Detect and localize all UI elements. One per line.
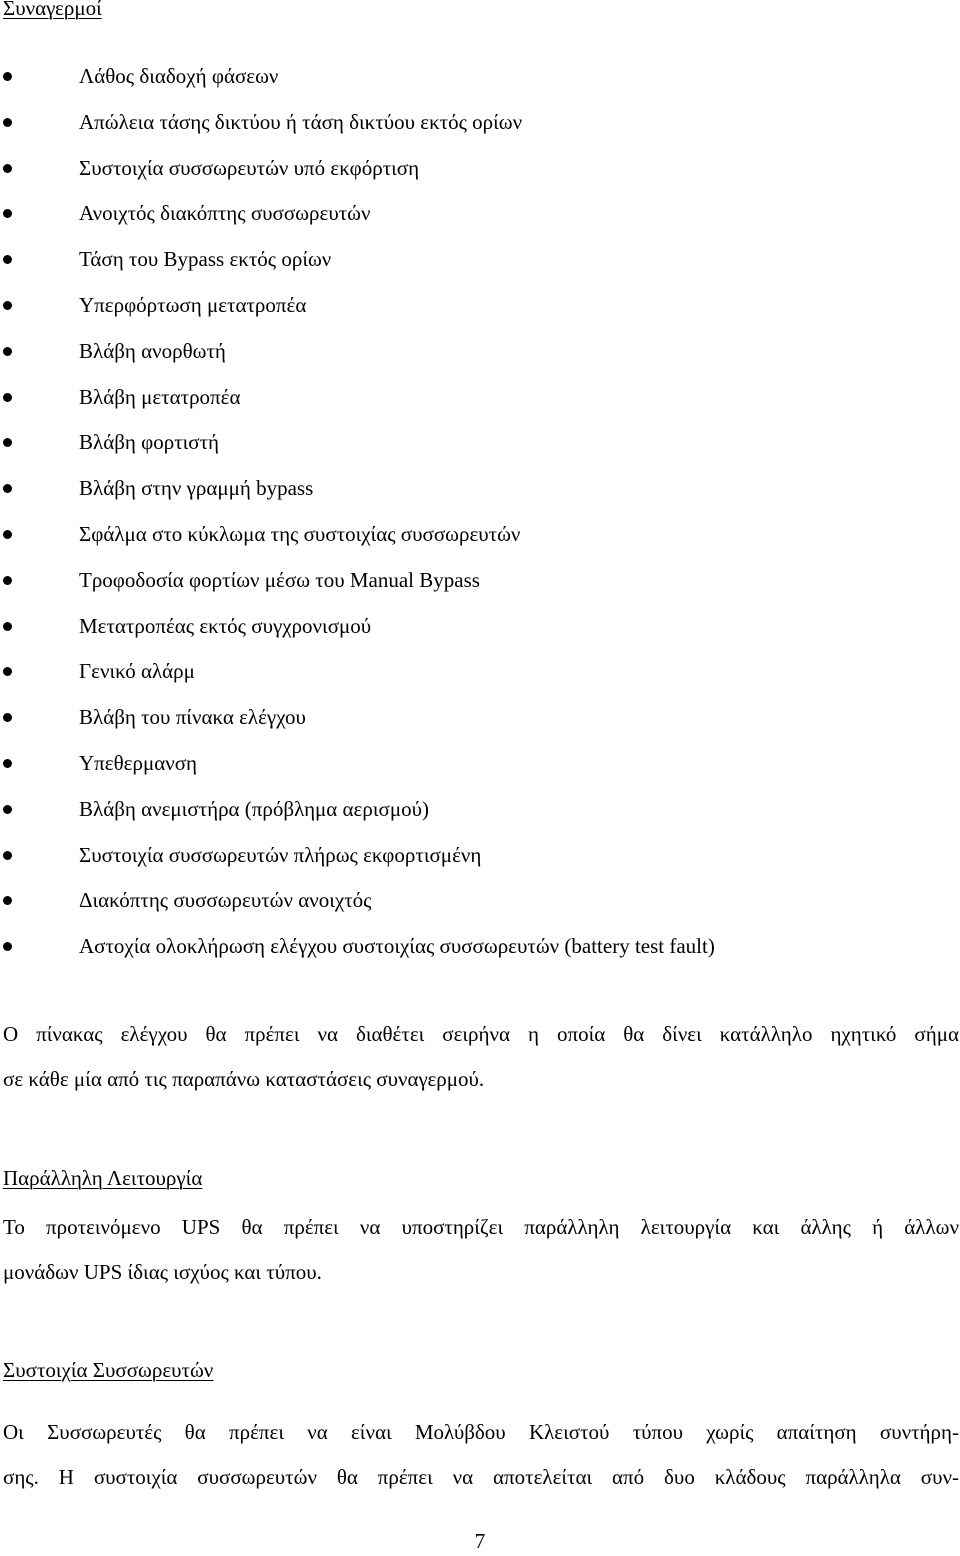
list-item-label: Μετατροπέας εκτός συγχρονισμού bbox=[79, 613, 372, 638]
list-item-label: Απώλεια τάσης δικτύου ή τάση δικτύου εκτός ορίων bbox=[79, 109, 523, 134]
list-item-label: Βλάβη μετατροπέα bbox=[79, 384, 241, 409]
parallel-heading: Παράλληλη Λειτουργία bbox=[3, 1166, 203, 1190]
bullet-icon bbox=[3, 896, 12, 905]
list-item-label: Βλάβη στην γραμμή bypass bbox=[79, 476, 314, 501]
list-item-label: Διακόπτης συσσωρευτών ανοιχτός bbox=[79, 888, 372, 913]
bullet-icon bbox=[3, 164, 12, 173]
bullet-icon bbox=[3, 530, 12, 539]
list-item bbox=[0, 701, 960, 747]
list-item bbox=[0, 793, 960, 839]
list-item bbox=[0, 152, 960, 198]
list-item-label: Τάση του Bypass εκτός ορίων bbox=[79, 247, 332, 272]
bullet-icon bbox=[3, 301, 12, 310]
page-number: 7 bbox=[474, 1529, 486, 1553]
bullet-icon bbox=[3, 347, 12, 356]
bullet-icon bbox=[3, 759, 12, 768]
bullet-icon bbox=[3, 484, 12, 493]
list-item-label: Υπερφόρτωση μετατροπέα bbox=[79, 292, 307, 317]
list-item bbox=[0, 243, 960, 289]
paragraph-line: σε κάθε μία από τις παραπάνω καταστάσεις συναγερμού. bbox=[3, 1067, 485, 1091]
parallel-paragraph bbox=[3, 1205, 959, 1295]
bullet-icon bbox=[3, 576, 12, 585]
list-item bbox=[0, 839, 960, 885]
paragraph-line: Ο πίνακας ελέγχου θα πρέπει να διαθέτει σειρήνα η οποία θα δίνει κατάλληλο ηχητικό σήμα bbox=[3, 1022, 959, 1046]
list-item-label: Βλάβη του πίνακα ελέγχου bbox=[79, 705, 306, 730]
bullet-icon bbox=[3, 851, 12, 860]
alarms-paragraph bbox=[3, 1012, 959, 1102]
list-item bbox=[0, 518, 960, 564]
list-item-label: Βλάβη ανορθωτή bbox=[79, 338, 226, 363]
list-item bbox=[0, 426, 960, 472]
paragraph-line: μονάδων UPS ίδιας ισχύος και τύπου. bbox=[3, 1260, 322, 1284]
list-item bbox=[0, 197, 960, 243]
bullet-icon bbox=[3, 713, 12, 722]
bullet-icon bbox=[3, 209, 12, 218]
list-item-label: Γενικό αλάρμ bbox=[79, 659, 195, 684]
list-item-label: Βλάβη φορτιστή bbox=[79, 430, 220, 455]
list-item bbox=[0, 610, 960, 656]
list-item bbox=[0, 335, 960, 381]
alarms-heading: Συναγερμοί bbox=[3, 0, 102, 20]
list-item-label: Τροφοδοσία φορτίων μέσω του Manual Bypass bbox=[79, 567, 480, 592]
list-item bbox=[0, 884, 960, 930]
list-item-label: Ανοιχτός διακόπτης συσσωρευτών bbox=[79, 201, 371, 226]
list-item bbox=[0, 106, 960, 152]
list-item-label: Σφάλμα στο κύκλωμα της συστοιχίας συσσωρευτών bbox=[79, 521, 521, 546]
bullet-icon bbox=[3, 255, 12, 264]
bullet-icon bbox=[3, 438, 12, 447]
list-item-label: Συστοιχία συσσωρευτών υπό εκφόρτιση bbox=[79, 155, 420, 180]
list-item bbox=[0, 381, 960, 427]
paragraph-line: σης. Η συστοιχία συσσωρευτών θα πρέπει να αποτελείται από δυο κλάδους παράλληλα συν- bbox=[3, 1465, 959, 1489]
list-item-label: Συστοιχία συσσωρευτών πλήρως εκφορτισμένη bbox=[79, 842, 482, 867]
bullet-icon bbox=[3, 805, 12, 814]
list-item-label: Αστοχία ολοκλήρωση ελέγχου συστοιχίας συσσωρευτών (battery test fault) bbox=[79, 934, 715, 959]
list-item bbox=[0, 472, 960, 518]
list-item bbox=[0, 655, 960, 701]
list-item-label: Βλάβη ανεμιστήρα (πρόβλημα αερισμού) bbox=[79, 796, 429, 821]
bullet-icon bbox=[3, 667, 12, 676]
alarms-list bbox=[0, 60, 960, 976]
bullet-icon bbox=[3, 942, 12, 951]
bullet-icon bbox=[3, 118, 12, 127]
list-item bbox=[0, 564, 960, 610]
list-item bbox=[0, 930, 960, 976]
list-item bbox=[0, 60, 960, 106]
paragraph-line: Οι Συσσωρευτές θα πρέπει να είναι Μολύβδου Κλειστού τύπου χωρίς απαίτηση συντήρη- bbox=[3, 1420, 959, 1444]
bullet-icon bbox=[3, 622, 12, 631]
list-item bbox=[0, 289, 960, 335]
list-item bbox=[0, 747, 960, 793]
paragraph-line: Το προτεινόμενο UPS θα πρέπει να υποστηρίζει παράλληλη λειτουργία και άλλης ή άλλων bbox=[3, 1215, 959, 1239]
batteries-heading: Συστοιχία Συσσωρευτών bbox=[3, 1358, 214, 1382]
batteries-paragraph bbox=[3, 1410, 959, 1500]
bullet-icon bbox=[3, 72, 12, 81]
list-item-label: Λάθος διαδοχή φάσεων bbox=[79, 64, 279, 88]
bullet-icon bbox=[3, 393, 12, 402]
list-item-label: Υπεθερμανση bbox=[79, 750, 198, 775]
